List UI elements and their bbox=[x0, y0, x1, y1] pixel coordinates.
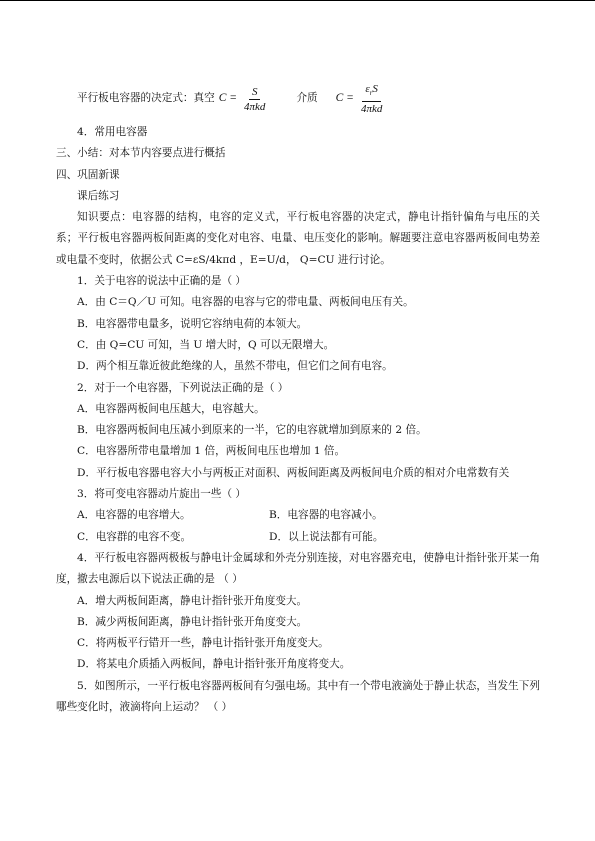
numerator: S bbox=[249, 85, 261, 100]
question-stem: 3．将可变电容器动片旋出一些（ ） bbox=[77, 488, 247, 501]
denominator: 4πkd bbox=[244, 100, 266, 113]
knowledge-points: 知识要点：电容器的结构，电容的定义式，平行板电容器的决定式，静电计指针偏角与电压的关系；平行板电容器两板间距离的变化对电容、电量、电压变化的影响。解题要注意电容器两板间电势差或电量不变时，依据公式 C=εS/4kπd ，E=U/d， Q=CU 进行讨论。 bbox=[56, 211, 540, 266]
question-stem: 4．平行板电容器两极板与静电计金属球和外壳分别连接，对电容器充电，使静电计指针张开某一角度，撤去电源后以下说法正确的是 （ ） bbox=[56, 551, 540, 586]
option: A．增大两板间距离，静电计指针张开角度变大。 bbox=[77, 594, 308, 607]
medium-label: 介质 bbox=[296, 92, 318, 105]
formula-fraction-medium bbox=[358, 82, 385, 115]
option: A．由 C＝Q／U 可知。电容器的电容与它的带电量、两板间电压有关。 bbox=[77, 296, 414, 309]
option: D．两个相互靠近彼此绝缘的人，虽然不带电，但它们之间有电容。 bbox=[77, 360, 393, 373]
option: C．电容器所带电量增加 1 倍，两板间电压也增加 1 倍。 bbox=[77, 445, 346, 458]
option: B．减少两板间距离，静电计指针张开角度变大。 bbox=[77, 615, 308, 628]
capacitance-formula bbox=[56, 80, 540, 118]
option-row bbox=[56, 505, 540, 526]
formula-lhs-medium: C = bbox=[335, 92, 354, 105]
top-rule bbox=[0, 0, 595, 1]
option: B．电容器的电容减小。 bbox=[269, 509, 383, 522]
option: C．将两板平行错开一些，静电计指针张开角度变大。 bbox=[77, 637, 329, 650]
section-heading: 三、小结：对本节内容要点进行概括 bbox=[56, 147, 226, 160]
list-item: 4．常用电容器 bbox=[77, 126, 148, 138]
document-page bbox=[56, 80, 540, 718]
option-row bbox=[56, 527, 540, 548]
option: D．以上说法都有可能。 bbox=[269, 530, 384, 543]
question-stem: 1．关于电容的说法中正确的是（ ） bbox=[77, 275, 247, 288]
option: D．平行板电容器电容大小与两板正对面积、两板间距离及两板间电介质的相对介电常数有关 bbox=[77, 466, 510, 479]
subheading: 课后练习 bbox=[77, 189, 120, 202]
option: C．电容群的电容不变。 bbox=[77, 530, 192, 543]
denominator: 4πkd bbox=[360, 102, 383, 115]
formula-fraction-vacuum bbox=[241, 85, 268, 114]
section-heading: 四、巩固新课 bbox=[56, 168, 120, 181]
numerator: $\varepsilon_rS$ bbox=[362, 82, 381, 101]
formula-label: 平行板电容器的决定式：真空 bbox=[77, 92, 215, 105]
option: B．电容器两板间电压减小到原来的一半，它的电容就增加到原来的 2 倍。 bbox=[77, 424, 427, 437]
option: C．由 Q=CU 可知，当 U 增大时，Q 可以无限增大。 bbox=[77, 338, 335, 351]
formula-lhs-vacuum: C = bbox=[218, 92, 238, 105]
option: B．电容器带电量多，说明它容纳电荷的本领大。 bbox=[77, 317, 308, 330]
question-stem: 5．如图所示，一平行板电容器两板间有匀强电场。其中有一个带电液滴处于静止状态，当发生下列哪些变化时，液滴将向上运动？ （ ） bbox=[56, 679, 540, 714]
option: D．将某电介质插入两板间，静电计指针张开角度将变大。 bbox=[77, 658, 351, 671]
question-stem: 2．对于一个电容器，下列说法正确的是（ ） bbox=[77, 381, 289, 394]
option: A．电容器的电容增大。 bbox=[77, 509, 191, 522]
option: A．电容器两板间电压越大，电容越大。 bbox=[77, 402, 265, 415]
